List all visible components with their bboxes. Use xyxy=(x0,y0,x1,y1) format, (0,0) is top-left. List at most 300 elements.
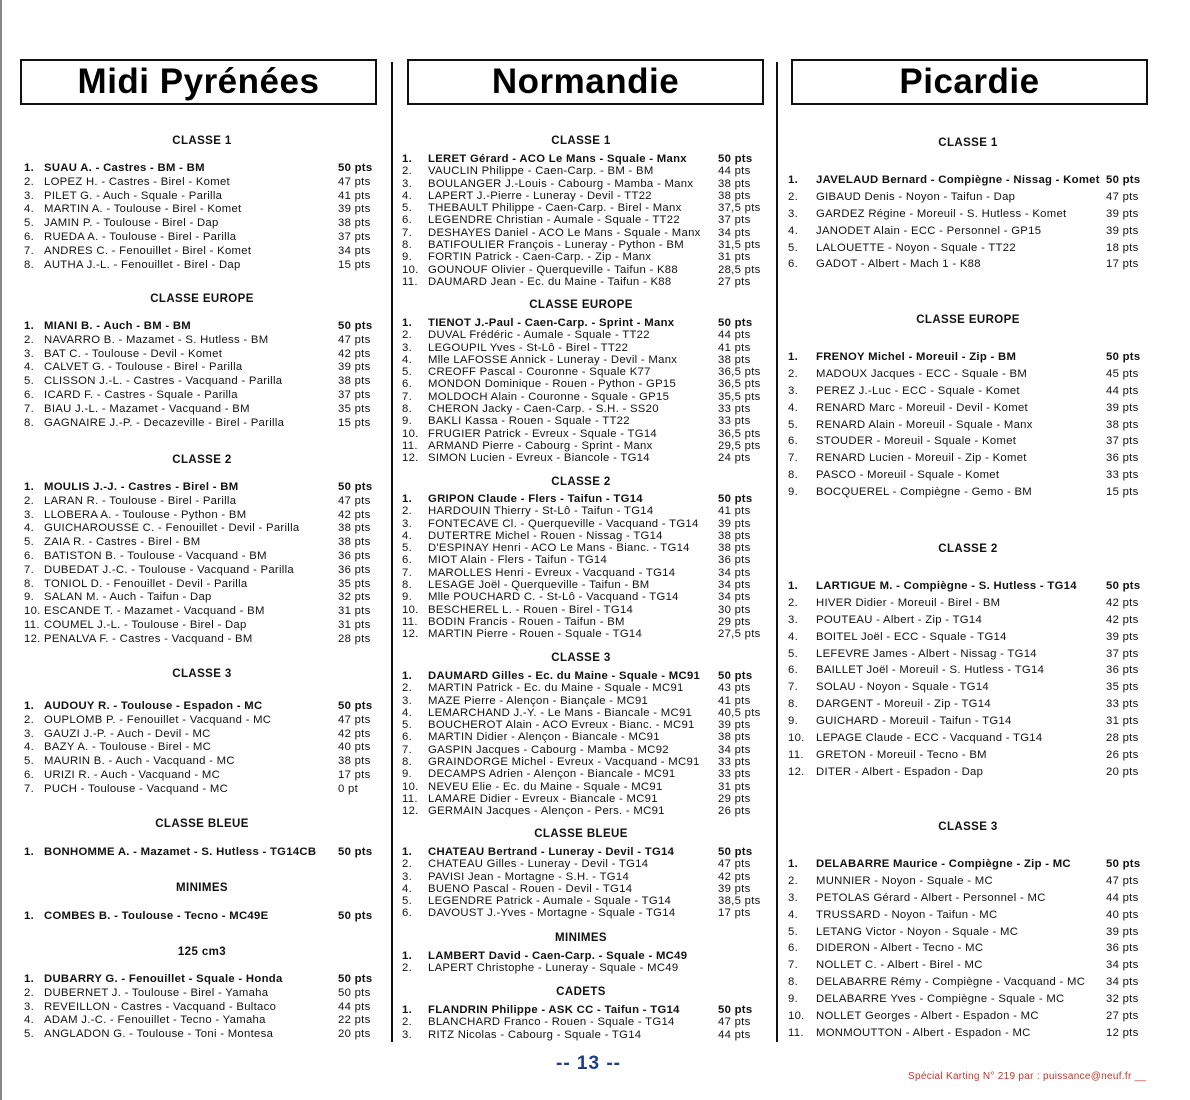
row-rank: 9. xyxy=(788,715,799,728)
row-driver: SALAN M. - Auch - Taifun - Dap xyxy=(44,591,212,604)
row-points: 47 pts xyxy=(718,1016,751,1029)
standings-row xyxy=(402,276,760,288)
row-points: 39 pts xyxy=(338,203,371,216)
standings-row xyxy=(24,578,380,592)
row-points: 38 pts xyxy=(718,189,751,202)
row-rank: 6. xyxy=(402,554,413,567)
row-driver: MAURIN B. - Auch - Vacquand - MC xyxy=(44,755,235,768)
standings-row xyxy=(24,375,380,389)
row-driver: RENARD Marc - Moreuil - Devil - Komet xyxy=(816,401,1028,414)
standings-row xyxy=(788,433,1148,450)
standings-row xyxy=(402,591,760,603)
section-title: 125 cm3 xyxy=(177,946,227,958)
row-driver: ANGLADON G. - Toulouse - Toni - Montesa xyxy=(44,1028,274,1041)
row-points: 37 pts xyxy=(718,214,751,227)
row-rank: 9. xyxy=(402,251,413,264)
page-number: -- 13 -- xyxy=(556,1053,621,1074)
row-points: 37 pts xyxy=(338,388,371,401)
row-points: 42 pts xyxy=(338,727,371,740)
row-rank: 7. xyxy=(788,452,799,465)
standings-row xyxy=(402,846,760,858)
row-points: 38 pts xyxy=(718,542,751,555)
row-points: 29 pts xyxy=(718,792,751,805)
standings-row xyxy=(402,907,760,919)
row-points: 30 pts xyxy=(718,603,751,616)
row-driver: LEGENDRE Christian - Aumale - Squale - TT22 xyxy=(428,214,680,227)
standings-row xyxy=(402,428,760,440)
row-points: 17 pts xyxy=(338,768,371,781)
row-rank: 1. xyxy=(402,1004,413,1016)
row-points: 36 pts xyxy=(1106,452,1139,465)
row-driver: SOLAU - Noyon - Squale - TG14 xyxy=(816,681,989,694)
row-rank: 6. xyxy=(24,388,35,401)
row-rank: 6. xyxy=(24,768,35,781)
row-points: 38 pts xyxy=(1106,418,1139,431)
row-rank: 8. xyxy=(24,258,35,271)
standings-row xyxy=(402,440,760,452)
row-driver: AUDOUY R. - Toulouse - Espadon - MC xyxy=(44,700,263,712)
row-rank: 5. xyxy=(24,217,35,230)
standings-row xyxy=(788,696,1148,713)
standings-row xyxy=(402,554,760,566)
row-rank: 5. xyxy=(402,366,413,379)
row-driver: MONDON Dominique - Rouen - Python - GP15 xyxy=(428,378,677,391)
row-points: 44 pts xyxy=(718,165,751,178)
row-driver: ADAM J.-C. - Fenouillet - Tecno - Yamaha xyxy=(44,1014,266,1027)
row-points: 15 pts xyxy=(1106,486,1139,499)
row-points: 47 pts xyxy=(338,333,371,346)
row-driver: DAUMARD Gilles - Ec. du Maine - Squale - MC91 xyxy=(428,670,701,682)
row-driver: SIMON Lucien - Evreux - Biancole - TG14 xyxy=(428,452,650,465)
standings-row xyxy=(402,378,760,390)
row-rank: 9. xyxy=(24,591,35,604)
standings-list xyxy=(24,846,380,860)
row-driver: FORTIN Patrick - Caen-Carp. - Zip - Manx xyxy=(428,251,652,264)
row-rank: 8. xyxy=(24,416,35,429)
section-title: CLASSE 2 xyxy=(551,476,611,488)
row-points: 36 pts xyxy=(338,563,371,576)
row-rank: 7. xyxy=(402,743,413,756)
row-rank: 7. xyxy=(24,563,35,576)
standings-row xyxy=(402,756,760,768)
row-rank: 1. xyxy=(402,317,413,329)
row-rank: 8. xyxy=(24,577,35,590)
row-rank: 1. xyxy=(402,846,413,858)
row-rank: 10. xyxy=(788,732,805,745)
footer-credit: Spécial Karting N° 219 par : puissance@neuf.fr __ xyxy=(908,1071,1147,1082)
row-points: 50 pts xyxy=(338,973,373,985)
standings-row xyxy=(788,1025,1148,1042)
standings-row xyxy=(788,400,1148,417)
row-rank: 5. xyxy=(24,536,35,549)
row-driver: POUTEAU - Albert - Zip - TG14 xyxy=(816,613,983,626)
row-driver: CALVET G. - Toulouse - Birel - Parilla xyxy=(44,361,243,374)
standings-row xyxy=(24,190,380,204)
row-points: 50 pts xyxy=(718,317,753,329)
row-driver: COMBES B. - Toulouse - Tecno - MC49E xyxy=(44,910,269,922)
standings-row xyxy=(402,202,760,214)
row-driver: ANDRES C. - Fenouillet - Birel - Komet xyxy=(44,244,252,257)
row-rank: 12. xyxy=(402,452,419,465)
standings-row xyxy=(788,383,1148,400)
row-driver: URIZI R. - Auch - Vacquand - MC xyxy=(44,768,221,781)
row-points: 43 pts xyxy=(718,682,751,695)
row-points: 50 pts xyxy=(1106,351,1141,363)
row-points: 31 pts xyxy=(718,780,751,793)
standings-row xyxy=(788,747,1148,764)
standings-row xyxy=(788,764,1148,781)
standings-row xyxy=(24,361,380,375)
row-points: 39 pts xyxy=(718,719,751,732)
row-rank: 5. xyxy=(788,241,799,254)
row-rank: 10. xyxy=(402,427,419,440)
row-rank: 12. xyxy=(788,765,805,778)
row-driver: GUICHAROUSSE C. - Fenouillet - Devil - Parilla xyxy=(44,522,300,535)
row-driver: LEPAGE Claude - ECC - Vacquand - TG14 xyxy=(816,732,1043,745)
row-rank: 10. xyxy=(402,263,419,276)
row-driver: PAVISI Jean - Mortagne - S.H. - TG14 xyxy=(428,870,630,883)
standings-row xyxy=(402,452,760,464)
row-rank: 8. xyxy=(402,403,413,416)
row-rank: 5. xyxy=(402,542,413,555)
row-rank: 3. xyxy=(402,177,413,190)
row-points: 35,5 pts xyxy=(718,390,761,403)
row-rank: 8. xyxy=(402,239,413,252)
section-title: CLASSE 2 xyxy=(172,454,232,466)
row-rank: 8. xyxy=(788,469,799,482)
row-rank: 6. xyxy=(788,942,799,955)
section-title: CLASSE EUROPE xyxy=(150,293,254,305)
standings-row xyxy=(402,264,760,276)
row-driver: MARTIN A. - Toulouse - Birel - Komet xyxy=(44,203,242,216)
row-driver: MARTIN Pierre - Rouen - Squale - TG14 xyxy=(428,628,643,641)
row-rank: 1. xyxy=(788,351,799,363)
row-points: 42 pts xyxy=(338,508,371,521)
standings-row xyxy=(788,940,1148,957)
standings-row xyxy=(24,509,380,523)
row-driver: NEVEU Elie - Ec. du Maine - Squale - MC91 xyxy=(428,780,663,793)
standings-row xyxy=(788,991,1148,1008)
row-points: 31 pts xyxy=(718,251,751,264)
row-driver: FONTECAVE Cl. - Querqueville - Vacquand - TG14 xyxy=(428,517,699,530)
row-points: 39 pts xyxy=(1106,925,1139,938)
standings-row xyxy=(402,731,760,743)
row-driver: DELABARRE Yves - Compiègne - Squale - MC xyxy=(816,993,1065,1006)
row-rank: 11. xyxy=(402,439,418,452)
standings-row xyxy=(788,679,1148,696)
row-points: 34 pts xyxy=(1106,959,1139,972)
row-points: 50 pts xyxy=(1106,858,1141,870)
row-points: 50 pts xyxy=(338,910,373,922)
standings-list xyxy=(788,856,1148,1042)
row-driver: DUBARRY G. - Fenouillet - Squale - Honda xyxy=(44,973,283,985)
row-rank: 2. xyxy=(402,505,413,518)
row-points: 37 pts xyxy=(338,230,371,243)
row-points: 29,5 pts xyxy=(718,439,761,452)
row-rank: 6. xyxy=(24,230,35,243)
row-driver: LARAN R. - Toulouse - Birel - Parilla xyxy=(44,494,237,507)
standings-row xyxy=(402,153,760,165)
standings-row xyxy=(402,805,760,817)
row-driver: GRETON - Moreuil - Tecno - BM xyxy=(816,748,987,761)
row-driver: GRIPON Claude - Flers - Taifun - TG14 xyxy=(428,493,643,505)
row-points: 50 pts xyxy=(718,670,753,682)
standings-row xyxy=(788,957,1148,974)
standings-row xyxy=(402,354,760,366)
row-driver: STOUDER - Moreuil - Squale - Komet xyxy=(816,435,1017,448)
standings-row xyxy=(402,883,760,895)
row-points: 40 pts xyxy=(338,741,371,754)
row-points: 34 pts xyxy=(718,566,751,579)
standings-row xyxy=(24,619,380,633)
row-driver: LERET Gérard - ACO Le Mans - Squale - Manx xyxy=(428,153,687,165)
row-driver: GRAINDORGE Michel - Evreux - Vacquand - MC91 xyxy=(428,756,700,769)
row-rank: 8. xyxy=(788,698,799,711)
row-points: 50 pts xyxy=(338,320,373,332)
row-points: 26 pts xyxy=(718,805,751,818)
row-points: 38 pts xyxy=(718,529,751,542)
standings-row xyxy=(402,530,760,542)
section-title: CLASSE 3 xyxy=(551,652,611,664)
standings-row xyxy=(788,1008,1148,1025)
standings-row xyxy=(402,493,760,505)
row-driver: BODIN Francis - Rouen - Taifun - BM xyxy=(428,615,625,628)
row-driver: TRUSSARD - Noyon - Taifun - MC xyxy=(816,908,998,921)
standings-row xyxy=(788,890,1148,907)
row-rank: 4. xyxy=(788,401,799,414)
row-driver: LAPERT J.-Pierre - Luneray - Devil - TT22 xyxy=(428,189,652,202)
row-rank: 2. xyxy=(402,329,413,342)
row-points: 36 pts xyxy=(1106,942,1139,955)
standings-row xyxy=(24,605,380,619)
section-title: CLASSE 1 xyxy=(938,137,998,149)
row-driver: BUENO Pascal - Rouen - Devil - TG14 xyxy=(428,882,633,895)
row-points: 38 pts xyxy=(718,731,751,744)
row-driver: MOULIS J.-J. - Castres - Birel - BM xyxy=(44,481,239,493)
row-rank: 8. xyxy=(402,579,413,592)
row-rank: 1. xyxy=(24,973,35,985)
standings-row xyxy=(788,924,1148,941)
standings-row xyxy=(402,768,760,780)
row-points: 33 pts xyxy=(718,756,751,769)
row-rank: 5. xyxy=(402,719,413,732)
row-points: 44 pts xyxy=(718,329,751,342)
row-rank: 2. xyxy=(788,190,799,203)
row-rank: 3. xyxy=(402,517,413,530)
row-points: 38,5 pts xyxy=(718,895,761,908)
row-points: 50 pts xyxy=(338,986,371,999)
standings-row xyxy=(402,165,760,177)
row-rank: 5. xyxy=(788,647,799,660)
row-rank: 2. xyxy=(24,713,35,726)
row-rank: 1. xyxy=(24,320,35,332)
row-rank: 2. xyxy=(402,1016,413,1029)
row-driver: PASCO - Moreuil - Squale - Komet xyxy=(816,469,1000,482)
standings-row xyxy=(402,239,760,251)
row-driver: LOPEZ H. - Castres - Birel - Komet xyxy=(44,175,230,188)
row-points: 36 pts xyxy=(718,554,751,567)
row-driver: LETANG Victor - Noyon - Squale - MC xyxy=(816,925,1019,938)
standings-row xyxy=(402,227,760,239)
row-points: 27,5 pts xyxy=(718,628,761,641)
row-rank: 4. xyxy=(788,908,799,921)
row-rank: 7. xyxy=(24,244,35,257)
standings-list xyxy=(24,910,380,924)
row-rank: 3. xyxy=(402,694,413,707)
row-driver: BOCQUEREL - Compiègne - Gemo - BM xyxy=(816,486,1033,499)
row-driver: JAMIN P. - Toulouse - Birel - Dap xyxy=(44,217,219,230)
row-rank: 3. xyxy=(788,384,799,397)
row-rank: 4. xyxy=(24,741,35,754)
standings-row xyxy=(24,481,380,495)
row-points: 37 pts xyxy=(1106,435,1139,448)
row-driver: FLANDRIN Philippe - ASK CC - Taifun - TG14 xyxy=(428,1004,680,1016)
row-rank: 1. xyxy=(402,950,413,962)
row-points: 41 pts xyxy=(338,189,371,202)
row-driver: DUBERNET J. - Toulouse - Birel - Yamaha xyxy=(44,986,269,999)
standings-list xyxy=(402,846,760,920)
standings-row xyxy=(402,871,760,883)
row-driver: JAVELAUD Bernard - Compiègne - Nissag - Komet xyxy=(816,174,1100,186)
row-points: 29 pts xyxy=(718,615,751,628)
row-rank: 3. xyxy=(24,189,35,202)
row-driver: CHERON Jacky - Caen-Carp. - S.H. - SS20 xyxy=(428,403,659,416)
row-points: 27 pts xyxy=(1106,1010,1139,1023)
row-points: 38 pts xyxy=(338,375,371,388)
row-driver: BIAU J.-L. - Mazamet - Vacquand - BM xyxy=(44,402,250,415)
standings-row xyxy=(402,214,760,226)
standings-row xyxy=(24,162,380,176)
row-driver: BAZY A. - Toulouse - Birel - MC xyxy=(44,741,212,754)
row-rank: 2. xyxy=(402,962,413,975)
row-driver: LEFEVRE James - Albert - Nissag - TG14 xyxy=(816,647,1037,660)
row-rank: 6. xyxy=(402,731,413,744)
row-driver: LEGOUPIL Yves - St-Lô - Birel - TT22 xyxy=(428,341,629,354)
row-driver: LAMBERT David - Caen-Carp. - Squale - MC49 xyxy=(428,950,688,962)
standings-row xyxy=(24,389,380,403)
row-rank: 7. xyxy=(788,959,799,972)
row-rank: 1. xyxy=(24,700,35,712)
standings-row xyxy=(24,783,380,797)
standings-row xyxy=(402,505,760,517)
row-points: 47 pts xyxy=(338,713,371,726)
row-driver: DITER - Albert - Espadon - Dap xyxy=(816,765,984,778)
section-title: CLASSE 2 xyxy=(938,543,998,555)
row-rank: 6. xyxy=(402,378,413,391)
row-points: 42 pts xyxy=(338,347,371,360)
row-rank: 10. xyxy=(24,605,41,618)
row-driver: PEREZ J.-Luc - ECC - Squale - Komet xyxy=(816,384,1020,397)
row-rank: 5. xyxy=(402,202,413,215)
row-driver: BONHOMME A. - Mazamet - S. Hutless - TG14CB xyxy=(44,846,317,858)
row-driver: BOULANGER J.-Louis - Cabourg - Mamba - Manx xyxy=(428,177,694,190)
row-driver: HARDOUIN Thierry - St-Lô - Taifun - TG14 xyxy=(428,505,654,518)
standings-row xyxy=(788,189,1148,206)
standings-row xyxy=(24,714,380,728)
standings-list xyxy=(402,670,760,818)
standings-row xyxy=(24,987,380,1001)
row-points: 44 pts xyxy=(718,1028,751,1041)
standings-row xyxy=(24,846,380,860)
row-points: 50 pts xyxy=(718,846,753,858)
row-points: 38 pts xyxy=(718,177,751,190)
standings-row xyxy=(402,604,760,616)
row-points: 33 pts xyxy=(718,403,751,416)
row-rank: 1. xyxy=(788,174,799,186)
standings-row xyxy=(24,334,380,348)
row-points: 50 pts xyxy=(338,846,373,858)
row-driver: Mlle LAFOSSE Annick - Luneray - Devil - Manx xyxy=(428,353,678,366)
row-driver: MADOUX Jacques - ECC - Squale - BM xyxy=(816,367,1028,380)
standings-row xyxy=(788,450,1148,467)
row-points: 39 pts xyxy=(1106,401,1139,414)
row-driver: GAUZI J.-P. - Auch - Devil - MC xyxy=(44,727,211,740)
standings-list xyxy=(788,578,1148,781)
row-rank: 1. xyxy=(24,846,35,858)
row-points: 31 pts xyxy=(1106,715,1139,728)
row-rank: 4. xyxy=(24,361,35,374)
standings-list xyxy=(24,320,380,430)
row-driver: RENARD Alain - Moreuil - Squale - Manx xyxy=(816,418,1033,431)
standings-row xyxy=(788,240,1148,257)
row-points: 50 pts xyxy=(1106,580,1141,592)
standings-row xyxy=(24,1014,380,1028)
standings-row xyxy=(788,974,1148,991)
row-driver: MUNNIER - Noyon - Squale - MC xyxy=(816,874,993,887)
standings-row xyxy=(402,719,760,731)
row-points: 36,5 pts xyxy=(718,378,761,391)
row-points: 15 pts xyxy=(338,416,371,429)
row-rank: 3. xyxy=(402,1028,413,1041)
standings-row xyxy=(788,467,1148,484)
row-driver: PILET G. - Auch - Squale - Parilla xyxy=(44,189,223,202)
standings-list xyxy=(402,493,760,641)
standings-row xyxy=(24,564,380,578)
standings-row xyxy=(24,741,380,755)
row-driver: LAPERT Christophe - Luneray - Squale - MC49 xyxy=(428,962,679,975)
row-points: 22 pts xyxy=(338,1014,371,1027)
standings-row xyxy=(402,366,760,378)
standings-row xyxy=(788,662,1148,679)
row-points: 28 pts xyxy=(338,632,371,645)
row-rank: 7. xyxy=(788,681,799,694)
row-driver: LEGENDRE Patrick - Aumale - Squale - TG14 xyxy=(428,895,672,908)
row-rank: 4. xyxy=(788,630,799,643)
section-title: CLASSE EUROPE xyxy=(916,314,1020,326)
row-driver: CREOFF Pascal - Couronne - Squale K77 xyxy=(428,366,651,379)
standings-list xyxy=(402,1004,760,1041)
row-rank: 11. xyxy=(788,748,804,761)
row-rank: 3. xyxy=(788,207,799,220)
section-title: CLASSE BLEUE xyxy=(155,818,249,830)
row-points: 47 pts xyxy=(338,175,371,188)
row-driver: GARDEZ Régine - Moreuil - S. Hutless - Komet xyxy=(816,207,1067,220)
row-driver: LLOBERA A. - Toulouse - Python - BM xyxy=(44,508,247,521)
row-driver: NOLLET Georges - Albert - Espadon - MC xyxy=(816,1010,1039,1023)
column-divider xyxy=(776,62,778,1042)
row-rank: 9. xyxy=(402,768,413,781)
row-points: 50 pts xyxy=(718,1004,753,1016)
standings-row xyxy=(788,578,1148,595)
standings-row xyxy=(788,172,1148,189)
row-driver: BESCHEREL L. - Rouen - Birel - TG14 xyxy=(428,603,634,616)
row-points: 34 pts xyxy=(718,226,751,239)
row-driver: MONMOUTTON - Albert - Espadon - MC xyxy=(816,1026,1031,1039)
row-rank: 7. xyxy=(402,390,413,403)
row-driver: DESHAYES Daniel - ACO Le Mans - Squale - Manx xyxy=(428,226,701,239)
row-driver: NAVARRO B. - Mazamet - S. Hutless - BM xyxy=(44,333,269,346)
standings-row xyxy=(402,1029,760,1041)
